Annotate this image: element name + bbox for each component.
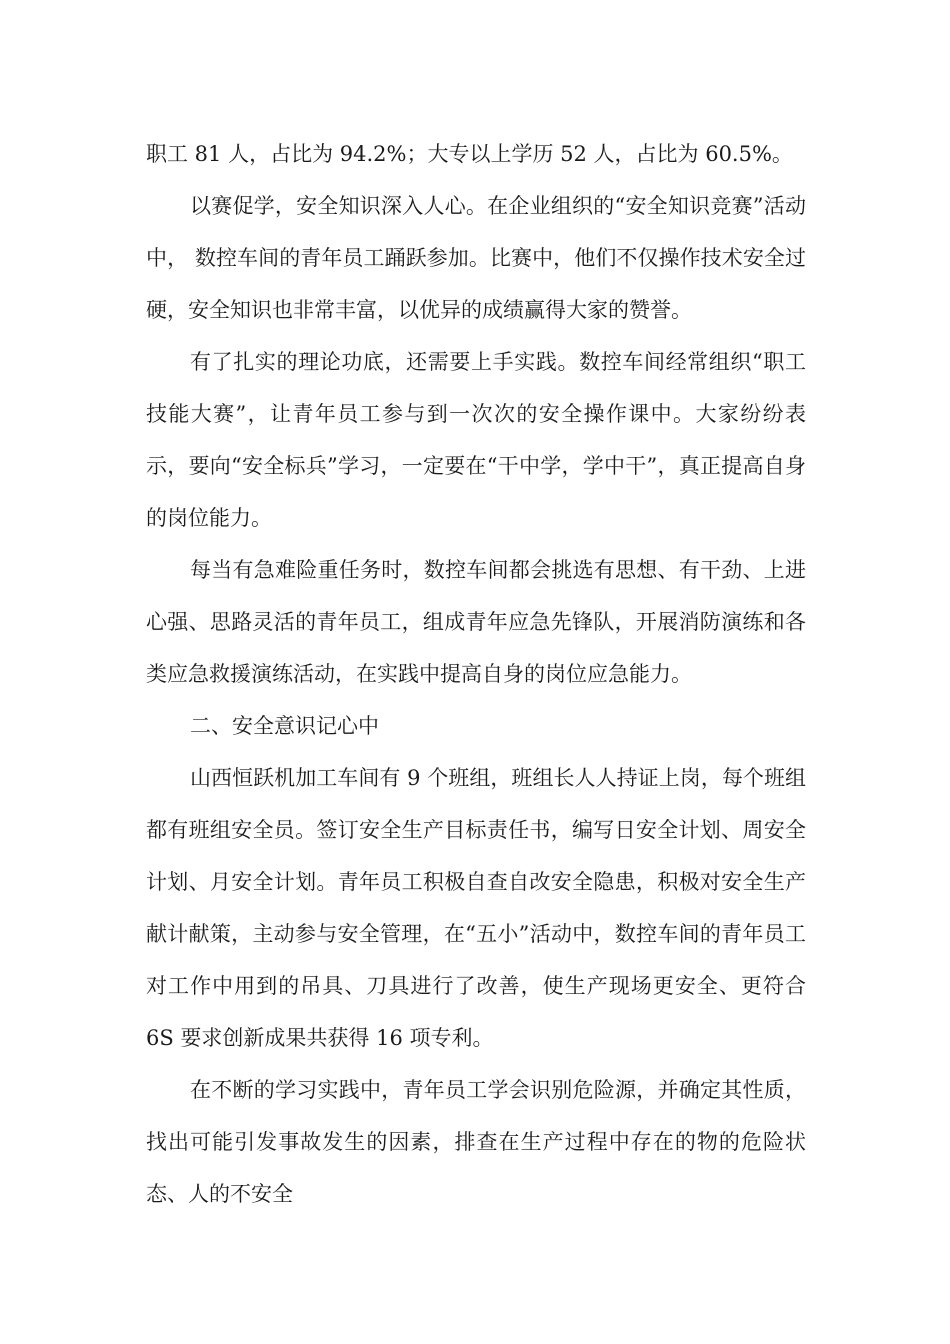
paragraph-emergency-team: 每当有急难险重任务时，数控车间都会挑选有思想、有干劲、上进心强、思路灵活的青年员工，组成青年应急先锋队，开展消防演练和各类应急救援演练活动，在实践中提高自身的岗位应急能力。 (146, 558, 806, 686)
section-heading-safety-awareness: 二、安全意识记心中 (190, 714, 379, 738)
paragraph-hazard-identification: 在不断的学习实践中，青年员工学会识别危险源，并确定其性质，找出可能引发事故发生的因素，排查在生产过程中存在的物的危险状态、人的不安全 (146, 1078, 806, 1206)
paragraph-skills-practice: 有了扎实的理论功底，还需要上手实践。数控车间经常组织“职工技能大赛”，让青年员工参与到一次次的安全操作课中。大家纷纷表示，要向“安全标兵”学习，一定要在“干中学，学中干”，真正提高自身的岗位能力。 (146, 350, 806, 530)
paragraph-knowledge-contest: 以赛促学，安全知识深入人心。在企业组织的“安全知识竞赛”活动中， 数控车间的青年员工踊跃参加。比赛中，他们不仅操作技术安全过硬，安全知识也非常丰富，以优异的成绩赢得大家的赞誉。 (146, 194, 806, 322)
document-body (146, 128, 806, 1220)
paragraph-team-safety: 山西恒跃机加工车间有 9 个班组，班组长人人持证上岗，每个班组都有班组安全员。签订安全生产目标责任书，编写日安全计划、周安全计划、月安全计划。青年员工积极自查自改安全隐患，积极对安全生产献计献策，主动参与安全管理，在“五小”活动中，数控车间的青年员工对工作中用到的吊具、刀具进行了改善，使生产现场更安全、更符合 6S 要求创新成果共获得 16 项专利。 (146, 766, 806, 1050)
paragraph-staff-stats: 职工 81 人，占比为 94.2%；大专以上学历 52 人，占比为 60.5%。 (146, 142, 793, 166)
